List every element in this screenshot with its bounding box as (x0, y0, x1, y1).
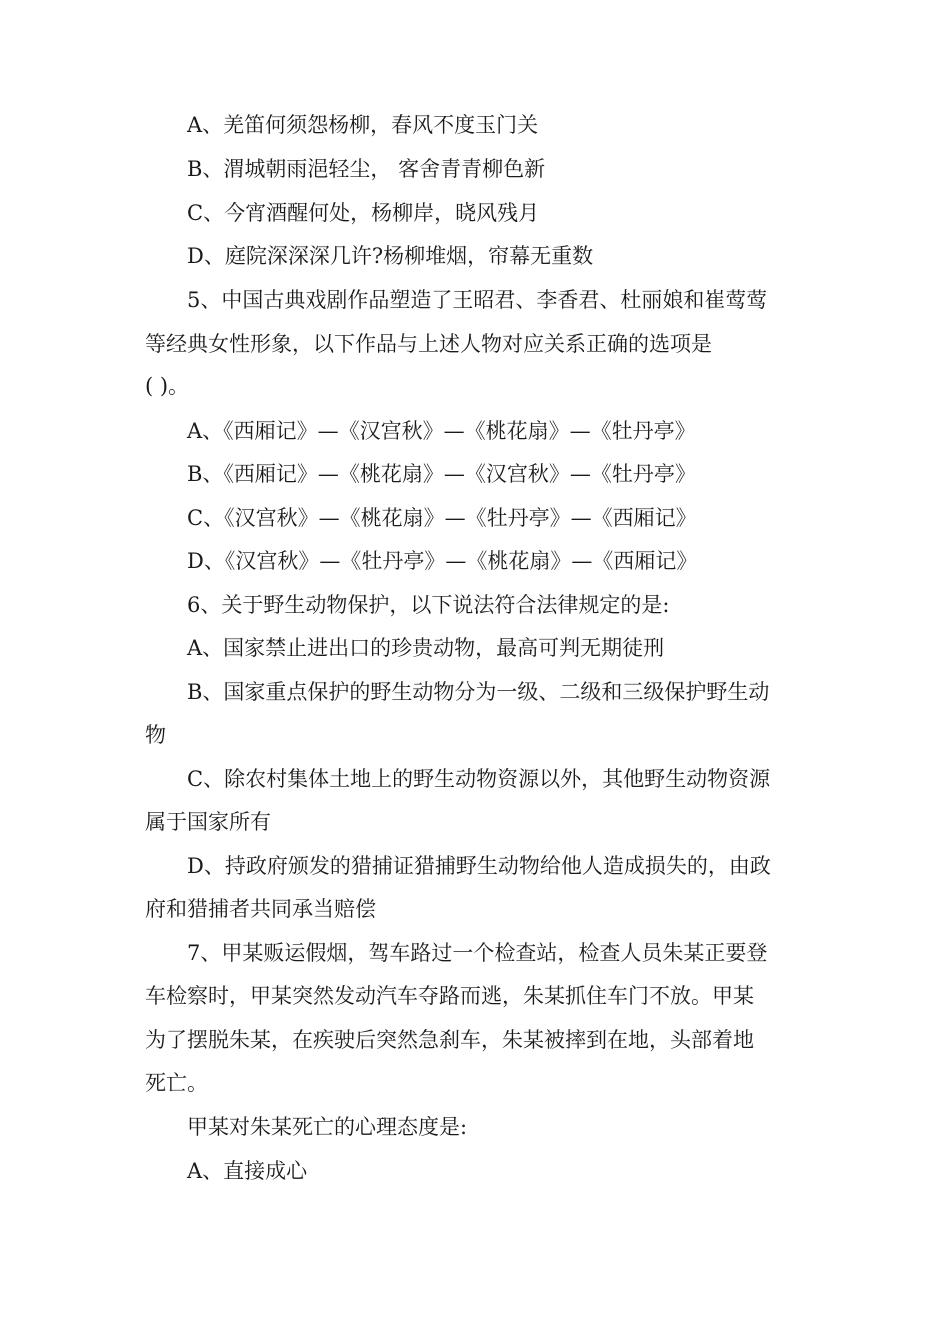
q5-stem-line-1: 5、中国古典戏剧作品塑造了王昭君、李香君、杜丽娘和崔莺莺 (187, 288, 768, 312)
q6-option-d-line-1: D、持政府颁发的猎捕证猎捕野生动物给他人造成损失的，由政 (187, 854, 771, 878)
q7-stem-line-1: 7、甲某贩运假烟，驾车路过一个检查站，检查人员朱某正要登 (187, 941, 768, 965)
q7-option-a: A、直接成心 (187, 1159, 308, 1183)
q7-question: 甲某对朱某死亡的心理态度是: (187, 1115, 468, 1139)
q6-option-c-line-2: 属于国家所有 (145, 810, 271, 834)
q7-stem-line-4: 死亡。 (145, 1071, 208, 1095)
q5-stem-line-2: 等经典女性形象，以下作品与上述人物对应关系正确的选项是 (145, 332, 712, 356)
q6-option-d-line-2: 府和猎捕者共同承当赔偿 (145, 897, 376, 921)
q7-stem-line-3: 为了摆脱朱某，在疾驶后突然急刹车，朱某被摔到在地，头部着地 (145, 1028, 754, 1052)
q6-option-a: A、国家禁止进出口的珍贵动物，最高可判无期徒刑 (187, 636, 665, 660)
q6-option-b-line-2: 物 (145, 723, 166, 747)
q5-option-b: B、《西厢记》—《桃花扇》—《汉宫秋》—《牡丹亭》 (187, 462, 696, 486)
q6-option-c-line-1: C、除农村集体土地上的野生动物资源以外，其他野生动物资源 (187, 767, 771, 791)
q4-option-a: A、羌笛何须怨杨柳，春风不度玉门关 (187, 113, 539, 137)
q6-stem: 6、关于野生动物保护，以下说法符合法律规定的是: (187, 593, 670, 617)
q6-option-b-line-1: B、国家重点保护的野生动物分为一级、二级和三级保护野生动 (187, 680, 770, 704)
q7-stem-line-2: 车检察时，甲某突然发动汽车夺路而逃，朱某抓住车门不放。甲某 (145, 984, 754, 1008)
q4-option-c: C、今宵酒醒何处，杨柳岸，晓风残月 (187, 201, 540, 225)
q5-option-c: C、《汉宫秋》—《桃花扇》—《牡丹亭》—《西厢记》 (187, 506, 697, 530)
q5-stem-line-3: ( )。 (145, 374, 190, 398)
q5-option-d: D、《汉宫秋》—《牡丹亭》—《桃花扇》—《西厢记》 (187, 549, 698, 573)
q4-option-d: D、庭院深深深几许?杨柳堆烟，帘幕无重数 (187, 244, 594, 268)
q4-option-b: B、渭城朝雨浥轻尘， 客舍青青柳色新 (187, 157, 546, 181)
q5-option-a: A、《西厢记》—《汉宫秋》—《桃花扇》—《牡丹亭》 (187, 419, 696, 443)
